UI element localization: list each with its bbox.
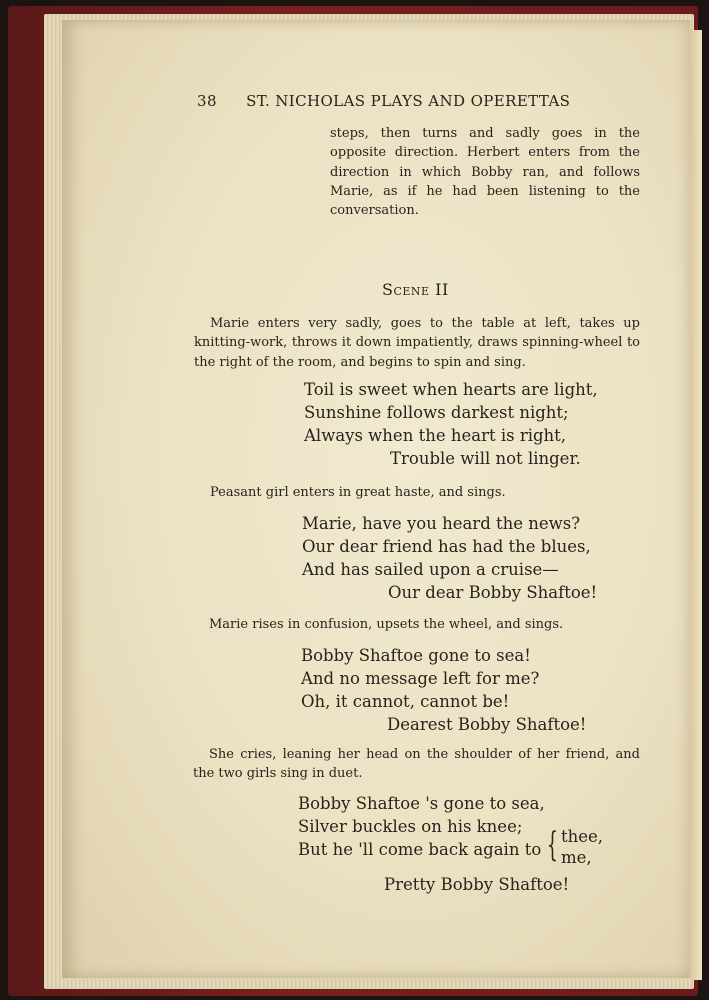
verse-line: But he 'll come back again to: [298, 840, 542, 859]
verse-1: [304, 378, 598, 470]
stage-direction-2: Peasant girl enters in great haste, and sings.: [210, 485, 506, 500]
verse-2: [302, 512, 597, 604]
verse-line: Silver buckles on his knee;: [298, 817, 523, 836]
scene-numeral: II: [435, 280, 449, 299]
scene-word: Scene: [382, 280, 430, 299]
scene-heading: [382, 280, 449, 299]
alternative-word: thee,: [561, 827, 604, 846]
stage-direction-4: [193, 745, 640, 784]
page-number: 38: [197, 92, 217, 110]
verse-4-duet: [298, 792, 569, 896]
verse-line: Toil is sweet when hearts are light,: [304, 380, 598, 399]
verse-line: Always when the heart is right,: [304, 426, 567, 445]
stage-direction-1: [194, 314, 640, 372]
brace-glyph: {: [547, 825, 558, 865]
verse-line: And no message left for me?: [301, 669, 540, 688]
verse-refrain: Pretty Bobby Shaftoe!: [384, 875, 570, 894]
verse-3: [301, 644, 586, 736]
stage-direction-text: She cries, leaning her head on the shoulder of her friend, and the two girls sing in duet.: [193, 747, 640, 782]
verse-line: Bobby Shaftoe gone to sea!: [301, 646, 531, 665]
stage-direction-text: Marie enters very sadly, goes to the table at left, takes up knitting-work, throws it down impatiently, draws spinning-wheel to the right of the room, and begins to spin and sing.: [194, 316, 640, 370]
verse-line: And has sailed upon a cruise—: [302, 560, 559, 579]
stage-direction-continuation: steps, then turns and sadly goes in the opposite direction. Herbert enters from the direction in which Bobby ran, and follows Marie, as if he had been listening to the conversation.: [330, 126, 640, 219]
verse-line: Sunshine follows darkest night;: [304, 403, 569, 422]
verse-refrain: Our dear Bobby Shaftoe!: [388, 583, 598, 602]
alternative-word: me,: [561, 848, 592, 867]
verse-refrain: Trouble will not linger.: [390, 449, 581, 468]
duet-alternatives: [561, 826, 603, 868]
page-header: [197, 92, 570, 110]
verse-line: Oh, it cannot, cannot be!: [301, 692, 510, 711]
running-title: ST. NICHOLAS PLAYS AND OPERETTAS: [246, 92, 571, 110]
stage-direction-3: Marie rises in confusion, upsets the wheel, and sings.: [209, 617, 564, 632]
next-page-edge: [690, 30, 702, 980]
verse-refrain: Dearest Bobby Shaftoe!: [387, 715, 587, 734]
verse-line: Our dear friend has had the blues,: [302, 537, 591, 556]
verse-line: Bobby Shaftoe 's gone to sea,: [298, 794, 545, 813]
book-page: [62, 20, 690, 978]
verse-line: Marie, have you heard the news?: [302, 514, 581, 533]
